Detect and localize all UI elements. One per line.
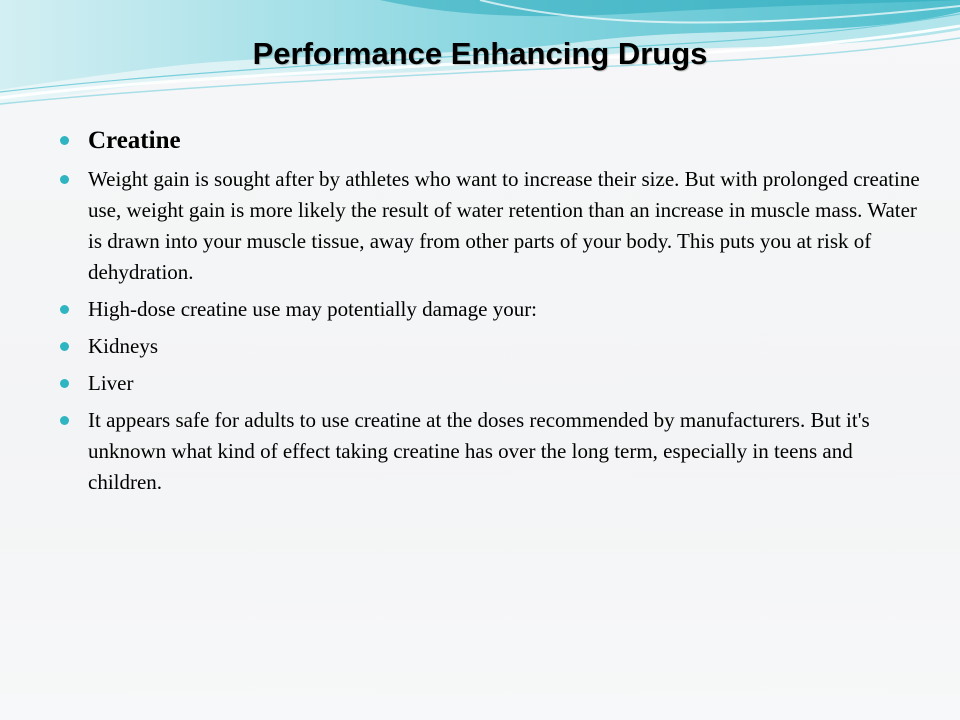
- bullet-icon: [60, 342, 69, 351]
- bullet-text: Kidneys: [88, 334, 158, 358]
- bullet-icon: [60, 305, 69, 314]
- bullet-item: [60, 368, 920, 399]
- bullet-item: [60, 164, 920, 288]
- bullet-item: [60, 405, 920, 498]
- bullet-icon: [60, 136, 69, 145]
- bullet-text: It appears safe for adults to use creatine at the doses recommended by manufacturers. But it's unknown what kind of effect taking creatine has over the long term, especially in teens and children.: [88, 408, 870, 494]
- bullet-icon: [60, 416, 69, 425]
- bullet-text: Weight gain is sought after by athletes who want to increase their size. But with prolonged creatine use, weight gain is more likely the result of water retention than an increase in muscle mass. Water is drawn into your muscle tissue, away from other parts of your body. This puts you at risk of dehydration.: [88, 167, 920, 284]
- bullet-icon: [60, 175, 69, 184]
- bullet-text: Liver: [88, 371, 134, 395]
- bullet-text: High-dose creatine use may potentially damage your:: [88, 297, 538, 321]
- bullet-text: Creatine: [88, 127, 181, 154]
- bullet-item: [60, 294, 920, 325]
- bullet-item: [60, 124, 920, 157]
- bullet-list: [60, 124, 920, 504]
- bullet-icon: [60, 379, 69, 388]
- bullet-item: [60, 331, 920, 362]
- slide-title: Performance Enhancing Drugs: [252, 36, 708, 71]
